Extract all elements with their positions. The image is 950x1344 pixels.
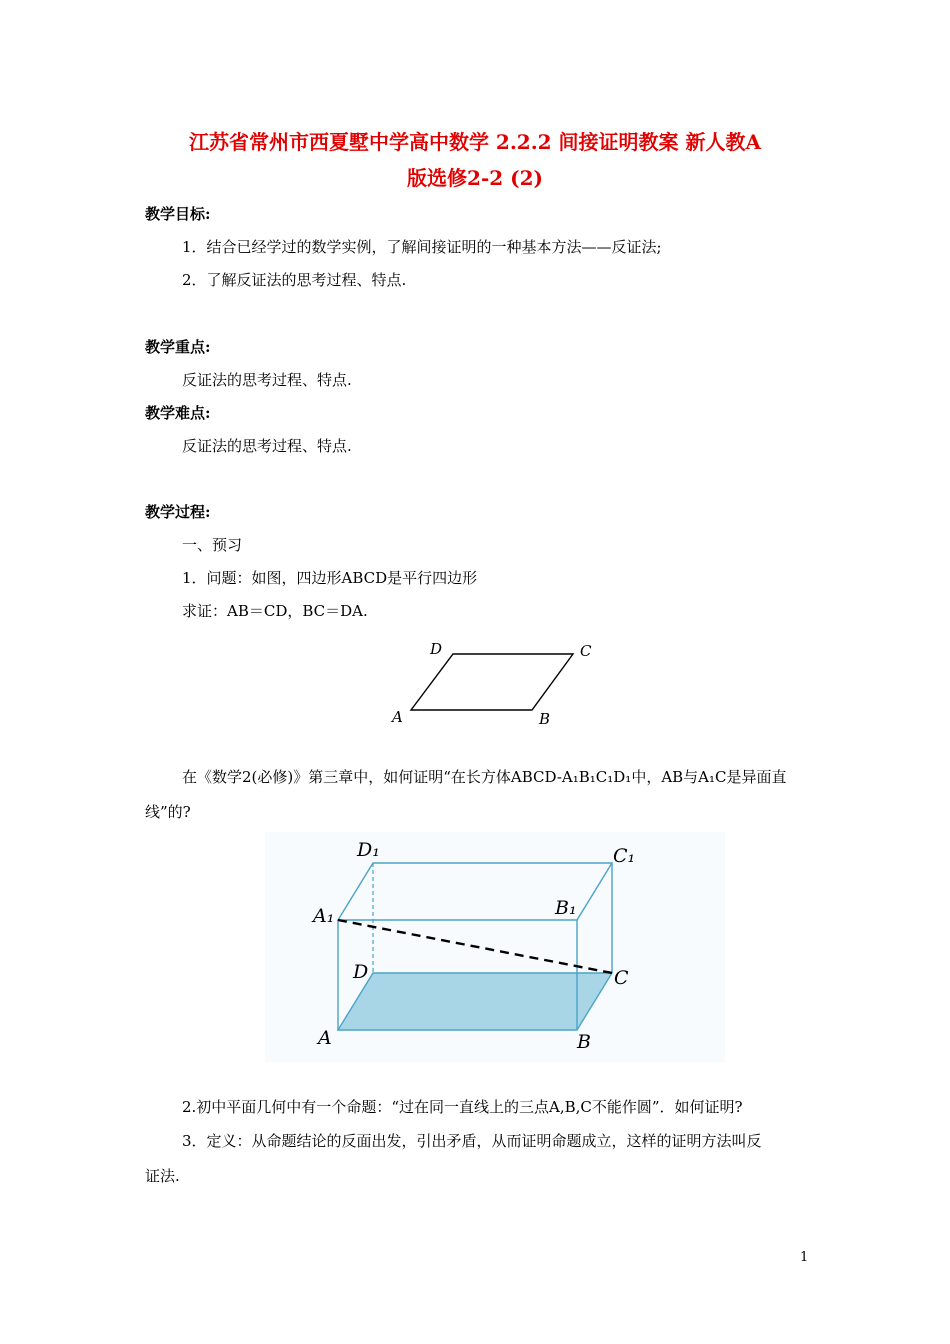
question-1-prove: 求证：AB＝CD，BC＝DA. [182, 602, 368, 620]
question-cuboid-line2: 线”的? [145, 803, 191, 821]
label-D1: D₁ [357, 839, 380, 861]
page-number: 1 [800, 1250, 809, 1265]
label-A1: A₁ [313, 905, 335, 927]
question-3-line1: 3．定义：从命题结论的反面出发，引出矛盾，从而证明命题成立，这样的证明方法叫反 [182, 1132, 762, 1150]
label-C: C [614, 967, 629, 989]
label-D: D [353, 961, 369, 983]
parallelogram-shape [411, 654, 573, 710]
question-1: 1．问题：如图，四边形ABCD是平行四边形 [182, 569, 478, 587]
cuboid-figure [265, 832, 725, 1062]
question-3-line2: 证法. [145, 1167, 180, 1185]
difficulty-text: 反证法的思考过程、特点. [182, 437, 352, 455]
label-A: A [392, 708, 403, 726]
difficulty-heading: 教学难点: [145, 404, 211, 422]
cuboid-base [338, 973, 612, 1030]
goals-heading: 教学目标: [145, 205, 211, 223]
document-title-line2: 版选修2-2 (2) [407, 166, 543, 190]
label-C1: C₁ [613, 845, 636, 867]
label-D: D [430, 640, 443, 658]
label-B1: B₁ [555, 897, 577, 919]
label-C: C [580, 642, 592, 660]
question-cuboid-line1: 在《数学2(必修)》第三章中，如何证明“在长方体ABCD-A₁B₁C₁D₁中，AB与A₁C是异面直 [182, 768, 787, 786]
process-heading: 教学过程: [145, 503, 211, 521]
question-2: 2.初中平面几何中有一个命题：“过在同一直线上的三点A,B,C不能作圆”．如何证明? [182, 1098, 743, 1116]
label-A: A [318, 1027, 332, 1049]
label-B: B [577, 1031, 591, 1053]
label-B: B [539, 710, 551, 728]
goal-item-2: 2．了解反证法的思考过程、特点. [182, 271, 407, 289]
key-point-text: 反证法的思考过程、特点. [182, 371, 352, 389]
goal-item-1: 1．结合已经学过的数学实例，了解间接证明的一种基本方法——反证法; [182, 238, 662, 256]
document-title-line1: 江苏省常州市西夏墅中学高中数学 2.2.2 间接证明教案 新人教A [188, 130, 762, 154]
section-preview: 一、预习 [182, 536, 243, 554]
key-point-heading: 教学重点: [145, 338, 211, 356]
parallelogram-figure [380, 630, 610, 730]
